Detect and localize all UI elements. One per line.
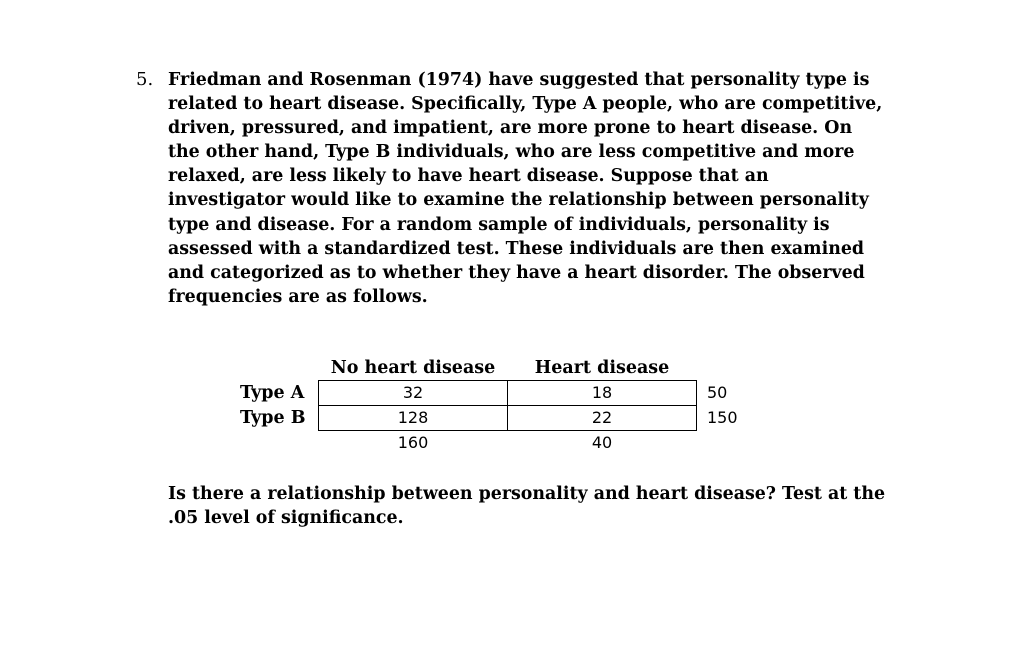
table-row-type-a bbox=[240, 381, 757, 406]
question-number: 5. bbox=[136, 69, 154, 90]
row-label-type-b: Type B bbox=[240, 408, 306, 428]
row-label-type-a: Type A bbox=[240, 383, 305, 403]
cell-type-a-heart-disease: 18 bbox=[508, 381, 697, 406]
column-total-heart-disease: 40 bbox=[591, 433, 613, 452]
table-row-type-b bbox=[240, 406, 757, 431]
totals-label-cell bbox=[240, 431, 319, 456]
column-header-no-heart-disease: No heart disease bbox=[330, 358, 496, 378]
followup-question: Is there a relationship between personality and heart disease? Test at the .05 level of significance. bbox=[168, 484, 886, 529]
column-total-no-heart-disease: 160 bbox=[397, 433, 429, 452]
total-header-cell bbox=[697, 356, 758, 381]
frequency-table bbox=[240, 356, 757, 455]
corner-cell bbox=[240, 356, 319, 381]
question-text: Friedman and Rosenman (1974) have suggested that personality type is related to heart disease. Specifically, Type A people, who are competitive, driven, pressured, and impatient, are more prone to heart disease. On the other hand, Type B individuals, who are less competitive and more relaxed, are less likely to have heart disease. Suppose that an investigator would like to examine the relationship between personality type and disease. For a random sample of individuals, personality is assessed with a standardized test. These individuals are then examined and categorized as to whether they have a heart disorder. The observed frequencies are as follows. bbox=[168, 70, 883, 307]
row-total-type-b: 150 bbox=[707, 408, 738, 427]
cell-type-a-no-heart-disease: 32 bbox=[319, 381, 508, 406]
row-total-type-a: 50 bbox=[707, 383, 728, 402]
table-header-row bbox=[240, 356, 757, 381]
column-totals-row bbox=[240, 431, 757, 456]
cell-type-b-heart-disease: 22 bbox=[508, 406, 697, 431]
column-header-heart-disease: Heart disease bbox=[534, 358, 670, 378]
grand-total-cell bbox=[697, 431, 758, 456]
cell-type-b-no-heart-disease: 128 bbox=[319, 406, 508, 431]
